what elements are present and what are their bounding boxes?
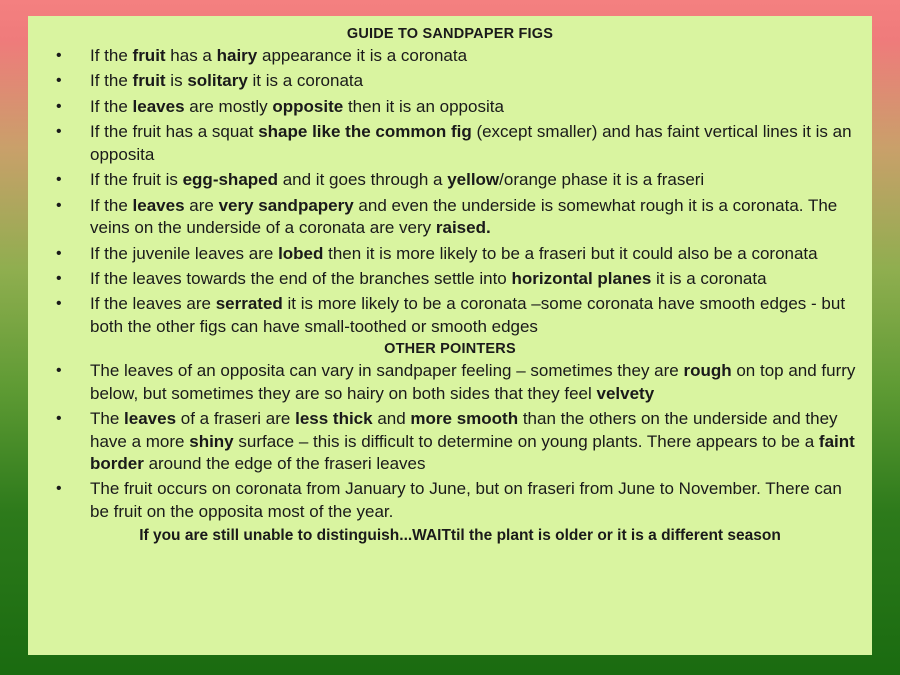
list-item-text: If the leaves towards the end of the branches settle into horizontal planes it is a coronata — [90, 268, 767, 288]
list-item-text: The leaves of an opposita can vary in sandpaper feeling – sometimes they are rough on top and furry below, but sometimes they are so hairy on both sides that they feel velvety — [90, 361, 856, 403]
list-item — [42, 408, 858, 475]
other-pointers-bullet-list — [42, 360, 858, 523]
list-item — [42, 243, 858, 265]
list-item-text: The leaves of a fraseri are less thick and more smooth than the others on the underside and they have a more shiny surface – this is difficult to determine on young plants. There appears to be a faint border around the edge of the fraseri leaves — [90, 409, 855, 473]
list-item-text: If the fruit has a squat shape like the common fig (except smaller) and has faint vertical lines it is an opposita — [90, 122, 852, 164]
list-item-text: The fruit occurs on coronata from January to June, but on fraseri from June to November. There can be fruit on the opposita most of the year. — [90, 479, 842, 521]
list-item-text: If the leaves are very sandpapery and even the underside is somewhat rough it is a coronata. The veins on the underside of a coronata are very raised. — [90, 195, 838, 238]
bullet-icon: • — [56, 47, 62, 64]
bullet-icon: • — [56, 362, 62, 380]
list-item-text: If the leaves are mostly opposite then it is an opposita — [90, 96, 504, 116]
bullet-icon: • — [56, 244, 62, 262]
list-item — [42, 121, 858, 166]
bullet-icon: • — [56, 97, 62, 115]
list-item-text: If the fruit is egg-shaped and it goes through a yellow/orange phase it is a fraseri — [90, 170, 705, 190]
bullet-icon: • — [56, 72, 62, 90]
bullet-icon: • — [56, 410, 62, 428]
guide-bullet-list — [42, 45, 858, 338]
bullet-icon: • — [56, 295, 62, 313]
bullet-icon: • — [56, 123, 62, 141]
list-item — [42, 478, 858, 523]
list-item — [42, 169, 858, 191]
bullet-icon: • — [56, 269, 62, 287]
bullet-icon: • — [56, 196, 62, 214]
list-item — [42, 360, 858, 405]
section-heading-other-pointers: OTHER POINTERS — [384, 341, 516, 358]
list-item-text: If the leaves are serrated it is more likely to be a coronata –some coronata have smooth edges - but both the other figs can have small-toothed or smooth edges — [90, 294, 846, 336]
section-heading-guide: GUIDE TO SANDPAPER FIGS — [346, 26, 554, 42]
content-card — [28, 16, 872, 655]
list-item — [42, 268, 858, 290]
list-item-text: If the fruit is solitary it is a coronata — [90, 71, 364, 91]
list-item-text: If the fruit has a hairy appearance it is a coronata — [90, 46, 468, 65]
list-item — [42, 96, 858, 118]
bullet-icon: • — [56, 480, 62, 498]
list-item — [42, 70, 858, 92]
footer-note: If you are still unable to distinguish...WAITtil the plant is older or it is a different season — [139, 527, 781, 545]
list-item — [42, 195, 858, 240]
list-item-text: If the juvenile leaves are lobed then it is more likely to be a fraseri but it could also be a coronata — [90, 243, 818, 263]
bullet-icon: • — [56, 171, 62, 189]
list-item — [42, 45, 858, 67]
list-item — [42, 293, 858, 338]
